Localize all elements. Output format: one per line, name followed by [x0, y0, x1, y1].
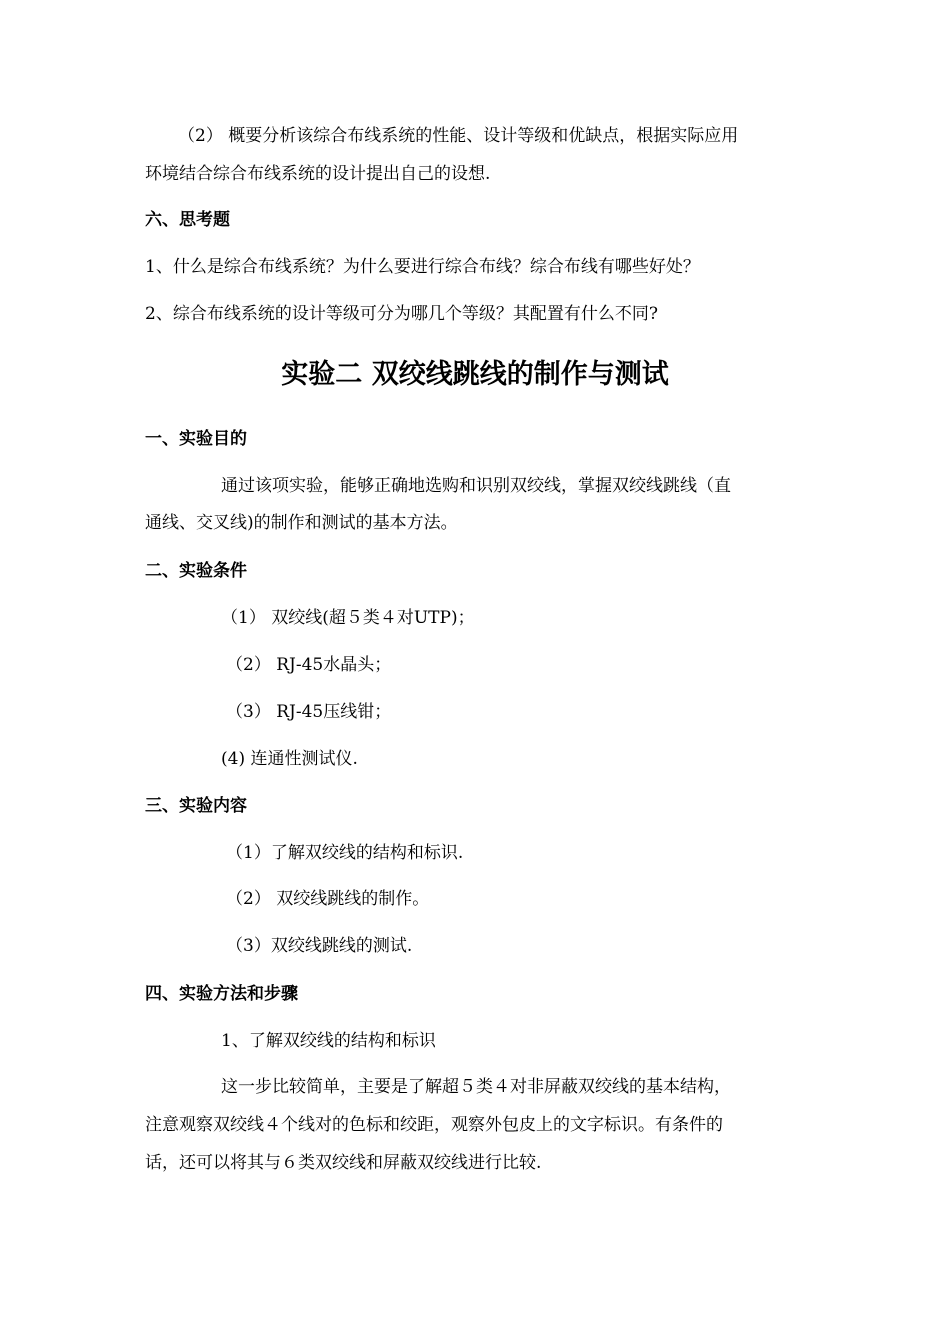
question-1: 1、什么是综合布线系统？为什么要进行综合布线？综合布线有哪些好处？	[145, 257, 700, 277]
section-6-heading: 六、思考题	[145, 210, 230, 230]
part-1-line-1: 通过该项实验，能够正确地选购和识别双绞线，掌握双绞线跳线（直	[221, 476, 731, 496]
experiment-title: 实验二 双绞线跳线的制作与测试	[281, 359, 669, 390]
condition-item: （1） 双绞线(超５类４对UTP)；	[221, 608, 475, 628]
part-3-heading: 三、实验内容	[145, 796, 247, 816]
condition-item: (4) 连通性测试仪.	[221, 749, 358, 769]
step-1-para-line-2: 注意观察双绞线４个线对的色标和绞距，观察外包皮上的文字标识。有条件的	[145, 1115, 723, 1135]
question-2: 2、综合布线系统的设计等级可分为哪几个等级？其配置有什么不同?	[145, 304, 658, 324]
part-1-line-2: 通线、交叉线)的制作和测试的基本方法。	[145, 513, 458, 533]
item-2-line-2: 环境结合综合布线系统的设计提出自己的设想.	[145, 164, 491, 184]
item-2-line-1: （2） 概要分析该综合布线系统的性能、设计等级和优缺点，根据实际应用	[178, 126, 739, 146]
condition-item: （3） RJ-45压线钳；	[226, 702, 392, 722]
step-1-heading: 1、了解双绞线的结构和标识	[221, 1031, 436, 1051]
step-1-para-line-1: 这一步比较简单，主要是了解超５类４对非屏蔽双绞线的基本结构，	[221, 1077, 731, 1097]
content-item: （1）了解双绞线的结构和标识.	[226, 843, 464, 863]
part-4-heading: 四、实验方法和步骤	[145, 984, 298, 1004]
content-item: （3）双绞线跳线的测试.	[226, 936, 413, 956]
step-1-para-line-3: 话，还可以将其与６类双绞线和屏蔽双绞线进行比较.	[145, 1153, 542, 1173]
part-2-heading: 二、实验条件	[145, 561, 247, 581]
content-item: （2） 双绞线跳线的制作。	[226, 889, 430, 909]
part-1-heading: 一、实验目的	[145, 429, 247, 449]
condition-item: （2） RJ-45水晶头；	[226, 655, 392, 675]
